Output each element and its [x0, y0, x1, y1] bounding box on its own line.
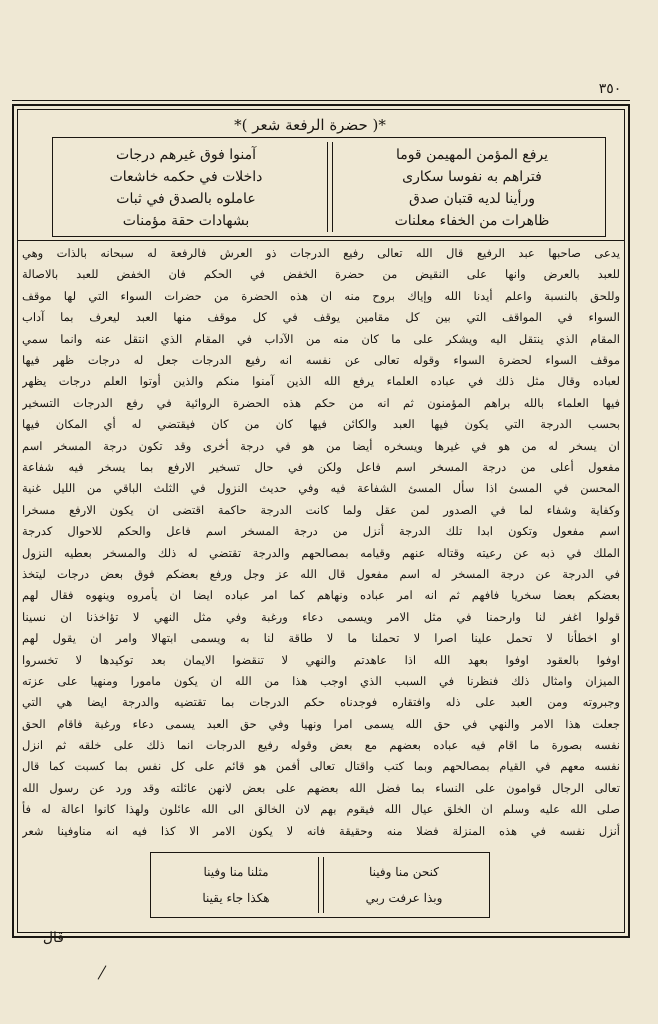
prose-line: الميزان وامثال ذلك فنظرنا في السبب الذي اوجب هذا من الله ان يكون مامورا ومنهيا على عزته [22, 673, 620, 688]
prose-line: الملك في ذبه عن رعيته وقتاله عنهم وقيامه بمصالحهم والدرجة تقتضي له ذلك والمسخر بعطيه النزول [22, 545, 620, 560]
prose-line: اسم مفعول وتكون ابدا تلك الدرجة أنزل من درجة المسخر اسم فاعل والحكم للاحوال كدرجة [22, 524, 620, 539]
couplet-hemistich-left: مثلنا منا وفينا [203, 865, 269, 879]
poem-hemistich-left: آمنوا فوق غيرهم درجات [116, 147, 256, 163]
section-title: *( حضرة الرفعة شعر )* [234, 116, 386, 134]
poem-hemistich-right: فتراهم به نفوسا سكارى [402, 169, 542, 185]
page-number: ٣٥٠ [598, 81, 622, 97]
prose-line: أنزل نفسه في هذه المنزلة فضلا منه وحقيقة فانه لا يكون الامر الا كذا فيه انه مناوفينا شعر [22, 823, 620, 838]
prose-line: نفسه بصورة ما اقام فيه عباده بعضهم مع بعض وقوله رفيع الدرجات انما ذلك على خلقه ثم انزل [22, 738, 620, 752]
prose-line: في الدرجة عن درجة المسخر له اسم مفعول قال الله عز وجل ورفع بعضكم فوق بعض درجات ليتخذ [22, 566, 620, 581]
prose-line: مفعول أعلى من درجة المسخر اسم فاعل ولكن في حال تسخير الارفع بما يسخر فيه شفاعة [22, 459, 620, 474]
poem-hemistich-right: ورأينا لديه قتبان صدق [409, 191, 535, 207]
poem-hemistich-right: ظاهرات من الخفاء معلنات [394, 213, 550, 229]
prose-line: فيها العلماء بالله براهم المؤمنون ثم انه من حكم هذه الحضرة الروائية في رفع الدرجات التسخير [22, 395, 620, 410]
prose-line: المقام الذي ينتقل اليه ويشكر على ما كان منه من الآداب في المقام الذي انتقل عنه وانما سمي [22, 331, 620, 346]
prose-line: وجبروته ومن العبد على ذله وافتقاره فوجدناه حكم الدرجات بما تقتضيه والدرجة ايضا هي التي [22, 695, 620, 710]
prose-line: اوفوا بالعقود اوفوا بعهد الله اذا عاهدتم والنهي لا تنقضوا الايمان بعد توكيدها لا تخسروا [22, 652, 620, 667]
prose-line: يدعى صاحبها عبد الرفيع قال الله تعالى رفيع الدرجات ذو العرش فالرفعة له سبحانه بالذات وهي [22, 246, 620, 260]
prose-line: المحسن في المسئ اذا سأل المسئ الشفاعة فيه وفي حديث النزول في الثلث الباقي من الليل غنية [22, 481, 620, 496]
prose-line: وللحق بالنسبة واعلم أيدنا الله وإياك بروح منه ان هذه الحضرة من حضرات السواء التي لها موقف [22, 288, 620, 303]
prose-line: للعبد بالعرض وانها على النقيض من حضرة الخفض في الحكم فان الخفض للعبد بالاصالة [22, 267, 620, 282]
couplet-hemistich-right: كنحن منا وفينا [369, 865, 439, 879]
prose-line: ان يسخر له من هو في غيرها ويسخره أيضا من هو في درجة أخرى وقد تكون درجة المسخر اسم [22, 438, 620, 453]
prose-line: صلى الله عليه وسلم ان الخلق عيال الله فيقوم بهم لان الخالق الى الله عائلون ولهذا كانوا اعالة له فأ [22, 802, 620, 817]
poem-box [52, 137, 606, 237]
prose-line: السواء في المواقف التي بين كل مقامين يوقف في كل موقف منها العبد ليعرف بما آداب [22, 310, 620, 325]
prose-line: نفسه معهم في القيام بمصالحهم وبما كتب واقتال تعالى أفمن هو قائم على كل نفس بما كسبت كما قال [22, 759, 620, 774]
poem-hemistich-left: بشهادات حقة مؤمنات [122, 213, 250, 229]
prose-line: موقف السواء لحضرة السواء وقوله تعالى عن نفسه انه رفيع الدرجات جعل له درجات ظهر فيها [22, 353, 620, 367]
prose-line: جعلت هذا الامر والنهي في حق الله يسمى امرا ونهيا وفي حق العبد يسمى دعاء ورغبة فاقام الحق [22, 716, 620, 731]
prose-line: وكفاية وشفاء لما في الصدور لمن عقل ولما كانت الدرجة حاكمة اقتضى ان يكون الارفع مسخرا [22, 502, 620, 517]
poem-column-divider [327, 142, 333, 232]
couplet-hemistich-left: هكذا جاء يقينا [202, 891, 270, 905]
poem-hemistich-left: عاملوه بالصدق في ثبات [116, 191, 256, 207]
poem-hemistich-right: يرفع المؤمن المهيمن قوما [395, 147, 549, 163]
text-rule [18, 240, 624, 241]
couplet-hemistich-right: وبذا عرفت ربي [365, 891, 443, 905]
couplet-column-divider [318, 857, 324, 913]
prose-line: لعباده وقال مثل ذلك في عباده العلماء يرفع الله الذين آمنوا منكم والذين أوتوا العلم درجات يظهر [22, 374, 620, 389]
margin-pencil-mark [98, 965, 107, 979]
prose-line: تعالى الرجال قوامون على النساء بما فضل الله بعضهم على بعض لانهن عائلته وقد ورد عن رسول الله [22, 780, 620, 795]
prose-line: بحسب الدرجة التي يكون فيها العبد والكائن فيها كان من كان فيقتضي له أي المكان فيها [22, 417, 620, 432]
prose-line: او اخطأنا لا تحمل علينا اصرا لا تحملنا ما لا طاقة لنا به ويسمى ابتهالا وامر ان يقول لهم [22, 631, 620, 646]
header-rule [12, 100, 630, 101]
poem-hemistich-left: داخلات في حكمه خاشعات [109, 169, 263, 185]
prose-line: قولوا اغفر لنا وارحمنا في مثل الامر ويسمى دعاء ورغبة وفي مثل النهي لا تؤاخذنا ان نسينا [22, 609, 620, 624]
closing-couplet-box [150, 852, 490, 918]
catchword: قال [42, 930, 64, 946]
prose-line: بعضكم بعضا سخريا فافهم ثم انه امر عباده ونهاهم كما امر عباده ايضا ان يأمروه وينهوه فقال لهم [22, 588, 620, 603]
